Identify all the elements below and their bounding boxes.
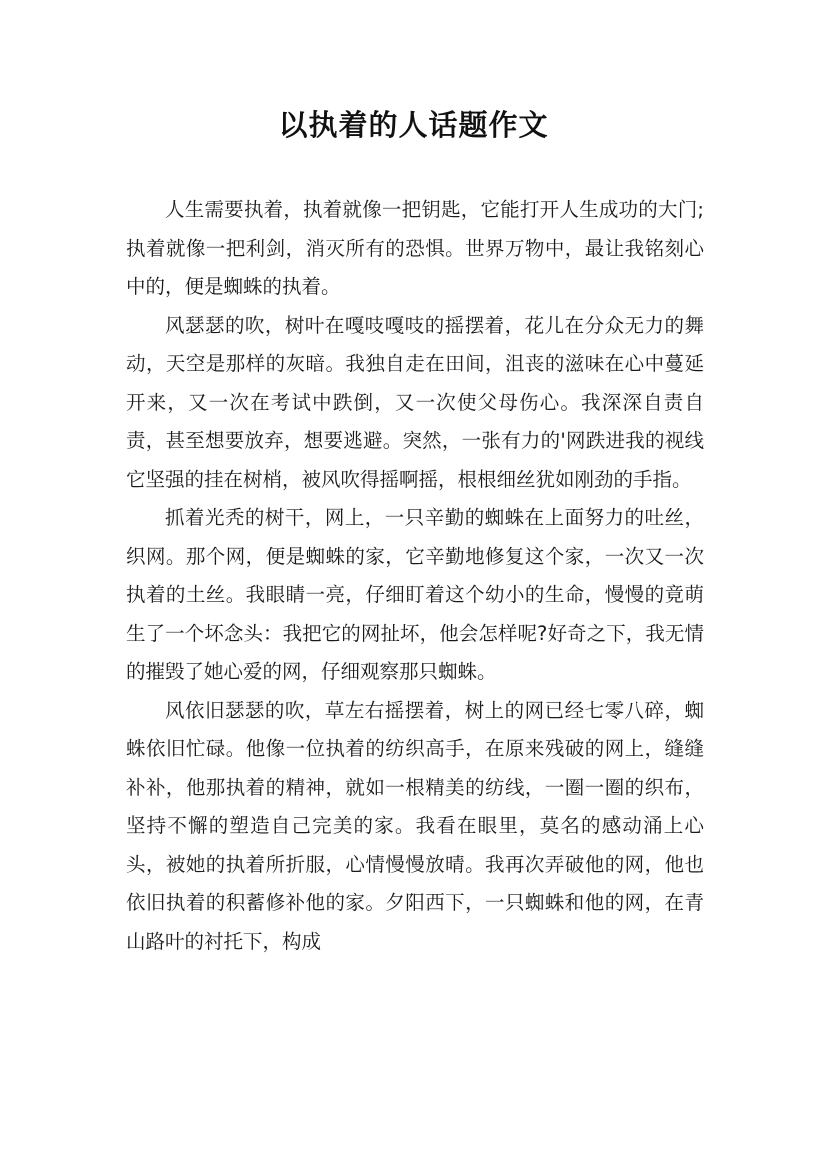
paragraph-4: 风依旧瑟瑟的吹，草左右摇摆着，树上的网已经七零八碎，蜘蛛依旧忙碌。他像一位执着的纺织高手，在原来残破的网上，缝缝补补，他那执着的精神，就如一根精美的纺线，一圈一圈的织布，坚持不懈的塑造自己完美的家。我看在眼里，莫名的感动涌上心头，被她的执着所折服，心情慢慢放晴。我再次弄破他的网，他也依旧执着的积蓄修补他的家。夕阳西下，一只蜘蛛和他的网，在青山路叶的衬托下，构成 xyxy=(126,698,704,953)
paragraph-2: 风瑟瑟的吹，树叶在嘎吱嘎吱的摇摆着，花儿在分众无力的舞动，天空是那样的灰暗。我独自走在田间，沮丧的滋味在心中蔓延开来，又一次在考试中跌倒，又一次使父母伤心。我深深自责自责，甚至想要放弃，想要逃避。突然，一张有力的'网跌进我的视线它坚强的挂在树梢，被风吹得摇啊摇，根根细丝犹如刚劲的手指。 xyxy=(126,313,704,491)
document-title: 以执着的人话题作文 xyxy=(278,108,549,142)
document-body xyxy=(126,191,704,961)
paragraph-3: 抓着光秃的树干，网上，一只辛勤的蜘蛛在上面努力的吐丝，织网。那个网，便是蜘蛛的家，它辛勤地修复这个家，一次又一次执着的土丝。我眼睛一亮，仔细盯着这个幼小的生命，慢慢的竟萌生了一个坏念头：我把它的网扯坏，他会怎样呢?好奇之下，我无情的摧毁了她心爱的网，仔细观察那只蜘蛛。 xyxy=(126,506,704,683)
paragraph-1: 人生需要执着，执着就像一把钥匙，它能打开人生成功的大门;执着就像一把利剑，消灭所有的恐惧。世界万物中，最让我铭刻心中的，便是蜘蛛的执着。 xyxy=(126,198,704,298)
